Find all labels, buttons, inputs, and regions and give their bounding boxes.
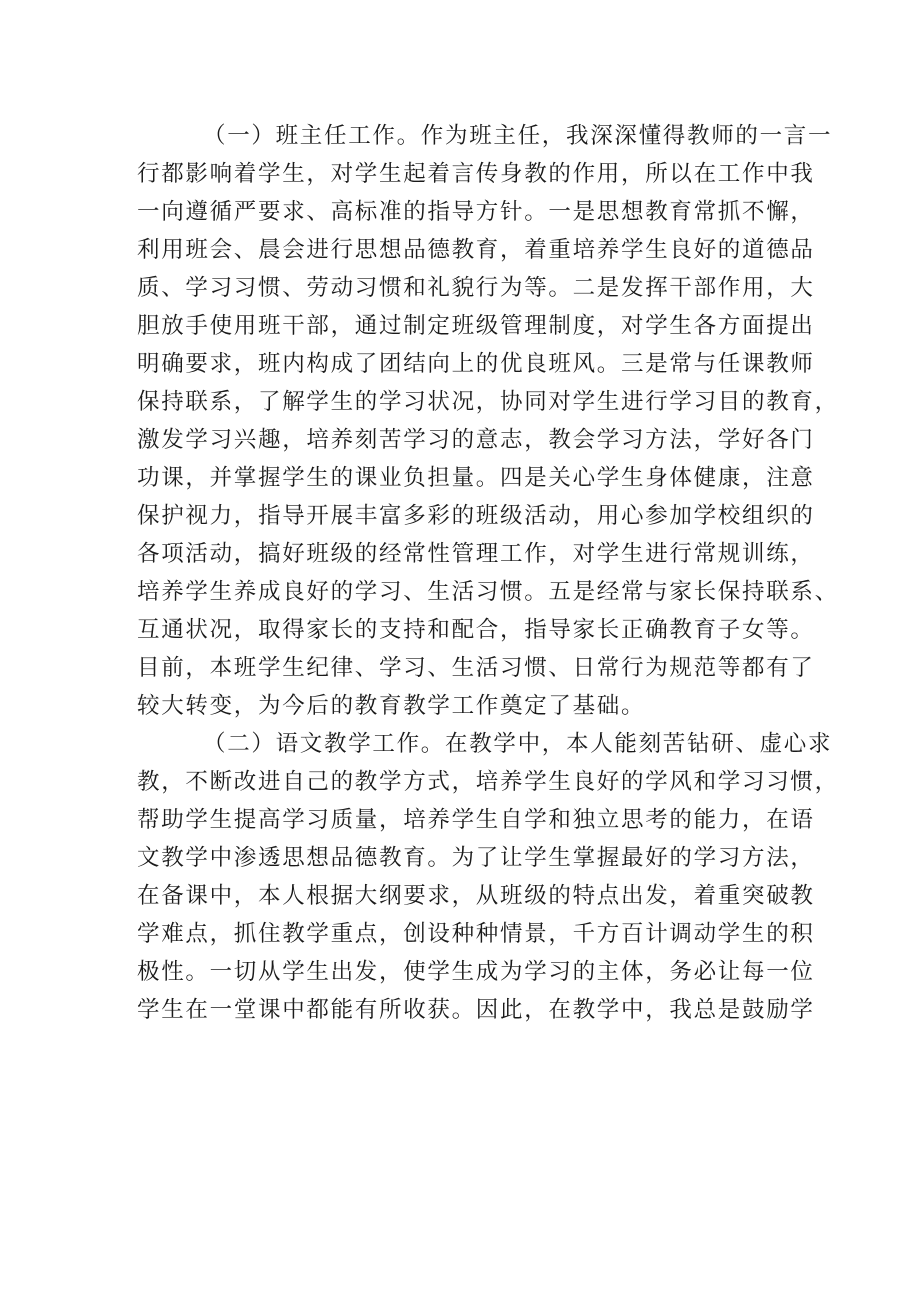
paragraph-line: 利用班会、晨会进行思想品德教育，着重培养学生良好的道德品	[137, 237, 815, 263]
paragraph-line: 培养学生养成良好的学习、生活习惯。五是经常与家长保持联系、	[137, 579, 839, 605]
paragraph-line: （一）班主任工作。作为班主任，我深深懂得教师的一言一	[203, 123, 833, 149]
paragraph-line: （二）语文教学工作。在教学中，本人能刻苦钻研、虚心求	[203, 731, 833, 757]
paragraph-line: 明确要求，班内构成了团结向上的优良班风。三是常与任课教师	[137, 351, 815, 377]
paragraph-line: 质、学习习惯、劳动习惯和礼貌行为等。二是发挥干部作用，大	[137, 275, 815, 301]
document-body	[137, 117, 839, 1029]
paragraph-class-teacher-work	[137, 117, 839, 725]
paragraph-line: 较大转变，为今后的教育教学工作奠定了基础。	[137, 693, 646, 719]
paragraph-line: 保持联系，了解学生的学习状况，协同对学生进行学习目的教育，	[137, 389, 839, 415]
paragraph-line: 文教学中渗透思想品德教育。为了让学生掌握最好的学习方法，	[137, 845, 815, 871]
paragraph-line: 功课，并掌握学生的课业负担量。四是关心学生身体健康，注意	[137, 465, 815, 491]
paragraph-line: 教，不断改进自己的教学方式，培养学生良好的学风和学习习惯，	[137, 769, 839, 795]
paragraph-line: 胆放手使用班干部，通过制定班级管理制度，对学生各方面提出	[137, 313, 815, 339]
paragraph-line: 行都影响着学生，对学生起着言传身教的作用，所以在工作中我	[137, 161, 815, 187]
paragraph-chinese-teaching-work	[137, 725, 839, 1029]
paragraph-line: 互通状况，取得家长的支持和配合，指导家长正确教育子女等。	[137, 617, 815, 643]
paragraph-line: 学难点，抓住教学重点，创设种种情景，千方百计调动学生的积	[137, 921, 815, 947]
paragraph-line: 目前，本班学生纪律、学习、生活习惯、日常行为规范等都有了	[137, 655, 815, 681]
paragraph-line: 极性。一切从学生出发，使学生成为学习的主体，务必让每一位	[137, 959, 815, 985]
paragraph-line: 激发学习兴趣，培养刻苦学习的意志，教会学习方法，学好各门	[137, 427, 815, 453]
paragraph-line: 在备课中，本人根据大纲要求，从班级的特点出发，着重突破教	[137, 883, 815, 909]
paragraph-line: 学生在一堂课中都能有所收获。因此，在教学中，我总是鼓励学	[137, 997, 815, 1023]
paragraph-line: 保护视力，指导开展丰富多彩的班级活动，用心参加学校组织的	[137, 503, 815, 529]
paragraph-line: 一向遵循严要求、高标准的指导方针。一是思想教育常抓不懈，	[137, 199, 815, 225]
paragraph-line: 帮助学生提高学习质量，培养学生自学和独立思考的能力，在语	[137, 807, 815, 833]
paragraph-line: 各项活动，搞好班级的经常性管理工作，对学生进行常规训练，	[137, 541, 815, 567]
